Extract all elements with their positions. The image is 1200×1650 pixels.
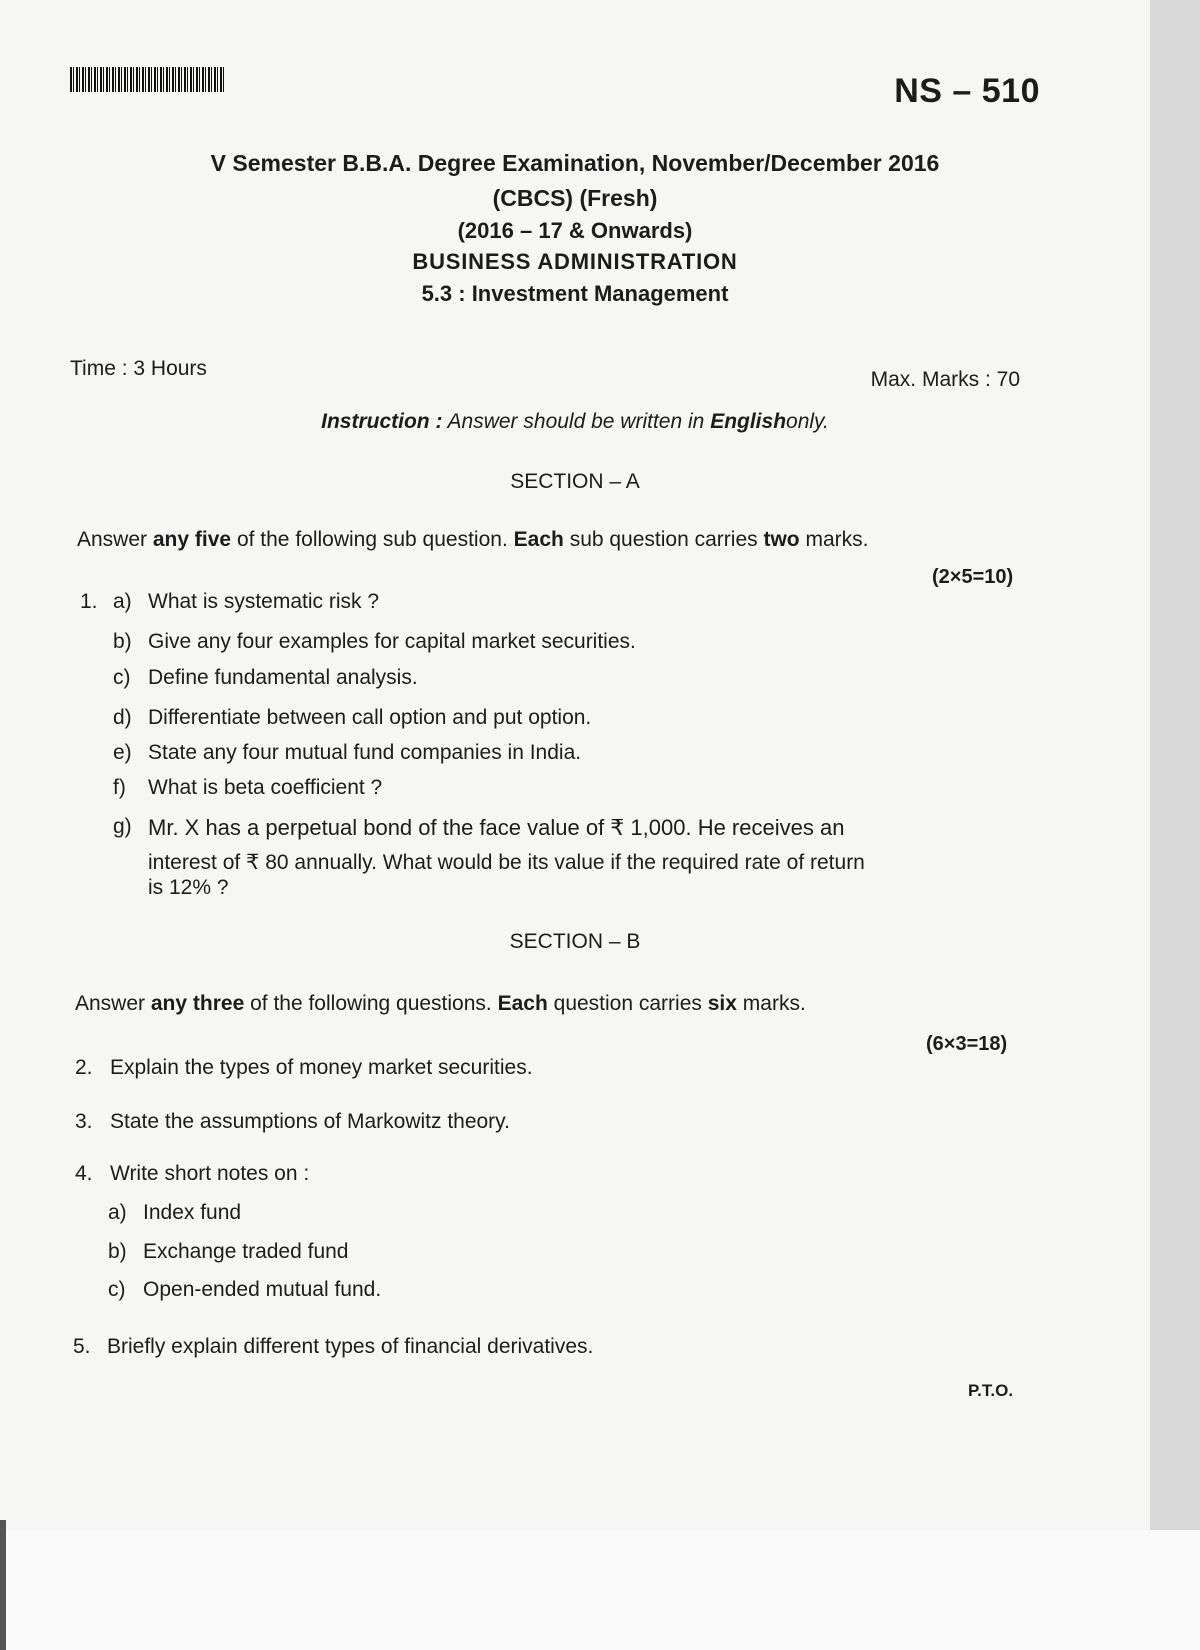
scanner-bed	[0, 1530, 1200, 1650]
sub-question-text: Mr. X has a perpetual bond of the face value of ₹ 1,000. He receives an	[148, 815, 845, 840]
instruction	[0, 410, 1150, 434]
sub-question-label: b)	[113, 630, 132, 653]
instruction-text: Answer should be written in	[447, 410, 705, 433]
question-text: State the assumptions of Markowitz theory.	[110, 1110, 510, 1133]
directions-bold: six	[707, 992, 737, 1015]
directions-text: marks.	[805, 528, 869, 551]
instruction-label: Instruction :	[321, 410, 443, 433]
question-number: 3.	[75, 1110, 93, 1133]
directions-text: of the following questions.	[250, 992, 492, 1015]
section-a-weight: (2×5=10)	[932, 566, 1014, 588]
sub-question-label: c)	[113, 666, 131, 689]
sub-question-text: Open-ended mutual fund.	[143, 1278, 382, 1301]
sub-question-text: Define fundamental analysis.	[148, 666, 418, 689]
scan-edge	[0, 1520, 6, 1650]
section-a-title: SECTION – A	[510, 470, 640, 493]
section-b-title: SECTION – B	[509, 930, 641, 953]
sub-question-text: interest of ₹ 80 annually. What would be its value if the required rate of return	[148, 851, 865, 874]
directions-text: of the following sub question.	[236, 528, 508, 551]
directions-bold: Each	[513, 528, 564, 551]
directions-bold: any five	[152, 528, 232, 551]
barcode-image	[70, 67, 226, 92]
instruction-language: English	[710, 410, 787, 433]
sub-question-label: b)	[108, 1240, 127, 1263]
exam-title: V Semester B.B.A. Degree Examination, November/December 2016	[210, 150, 940, 176]
sub-question-label: a)	[113, 590, 132, 613]
sub-question-label: d)	[113, 706, 132, 729]
sub-question-label: c)	[108, 1278, 126, 1301]
exam-scheme: (CBCS) (Fresh)	[492, 185, 658, 211]
exam-time: Time : 3 Hours	[70, 357, 207, 380]
directions-text: Answer	[77, 528, 148, 551]
sub-question-text: State any four mutual fund companies in India.	[148, 741, 582, 764]
sub-question-text: Differentiate between call option and put option.	[148, 706, 592, 729]
instruction-text-end: only.	[786, 410, 829, 433]
directions-text: sub question carries	[569, 528, 758, 551]
directions-bold: two	[763, 528, 800, 551]
section-a-directions	[77, 528, 868, 552]
sub-question-label: e)	[113, 741, 132, 764]
sub-question-text: Index fund	[143, 1201, 242, 1224]
question-number: 4.	[75, 1162, 93, 1185]
paper-code: NS – 510	[894, 72, 1040, 110]
directions-text: marks.	[742, 992, 806, 1015]
sub-question-label: f)	[113, 776, 126, 799]
page-turn-over: P.T.O.	[968, 1381, 1014, 1400]
sub-question-label: a)	[108, 1201, 127, 1224]
question-number: 5.	[73, 1335, 91, 1358]
section-b-weight: (6×3=18)	[926, 1033, 1008, 1055]
sub-question-text: Exchange traded fund	[143, 1240, 349, 1263]
sub-question-text: What is systematic risk ?	[148, 590, 380, 613]
max-marks: Max. Marks : 70	[870, 368, 1020, 391]
directions-text: question carries	[553, 992, 702, 1015]
sub-question-label: g)	[113, 815, 132, 838]
question-number: 1.	[80, 590, 98, 613]
question-text: Explain the types of money market securities.	[110, 1056, 533, 1079]
sub-question-text: What is beta coefficient ?	[148, 776, 383, 799]
sub-question-text: Give any four examples for capital market securities.	[148, 630, 636, 653]
exam-paper: 5.3 : Investment Management	[421, 281, 729, 306]
directions-text: Answer	[75, 992, 146, 1015]
section-b-directions	[75, 992, 806, 1016]
directions-bold: any three	[150, 992, 245, 1015]
exam-batch: (2016 – 17 & Onwards)	[457, 218, 693, 243]
question-text: Briefly explain different types of financial derivatives.	[107, 1335, 594, 1358]
question-text: Write short notes on :	[110, 1162, 310, 1185]
question-number: 2.	[75, 1056, 93, 1079]
sub-question-text: is 12% ?	[148, 876, 229, 899]
exam-subject: BUSINESS ADMINISTRATION	[412, 249, 738, 274]
directions-bold: Each	[497, 992, 548, 1015]
